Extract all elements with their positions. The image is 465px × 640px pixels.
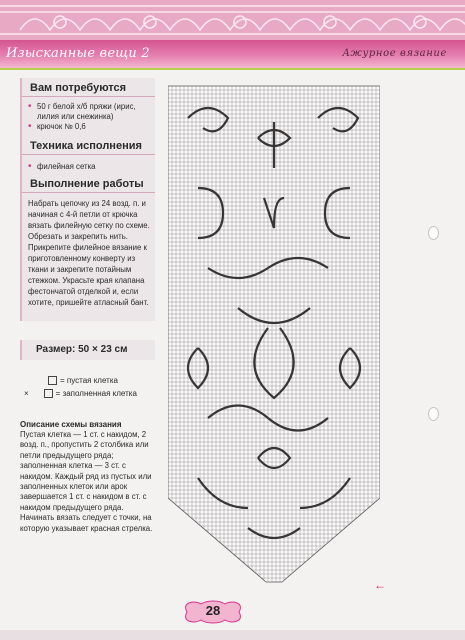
materials-list bbox=[28, 102, 152, 132]
filled-marker: × bbox=[24, 389, 29, 398]
start-arrow-icon: ← bbox=[374, 578, 386, 592]
list-item: • 50 г белой х/б пряжи (ирис, лилия или снежинка) bbox=[28, 102, 152, 122]
instructions-heading: Выполнение работы bbox=[30, 178, 144, 190]
lace-border bbox=[0, 0, 465, 40]
chart-description-heading: Описание схемы вязания bbox=[20, 420, 122, 429]
info-panel bbox=[20, 78, 155, 321]
materials-heading: Вам потребуются bbox=[30, 82, 127, 94]
instructions-text: Набрать цепочку из 24 возд. п. и начиная с 4-й петли от крючка вязать филейную сетку по схеме. Обрезать и закрепить нить. Прикрепите филейное вязание к приготовленному конверту из ткани и закрепите потайным стежком. Украсьте края клапана фестончатой отделкой и, если хотите, пришейте атласный бант. bbox=[28, 199, 150, 307]
footer-bar bbox=[0, 630, 465, 640]
section-title: Ажурное вязание bbox=[342, 48, 447, 59]
list-item: • филейная сетка bbox=[28, 162, 152, 172]
legend-empty bbox=[48, 376, 118, 385]
empty-cell-icon bbox=[48, 376, 57, 385]
filet-chart bbox=[168, 78, 380, 586]
size-label: Размер: 50 × 23 см bbox=[36, 344, 128, 355]
empty-cell-icon bbox=[44, 389, 53, 398]
list-item: • крючок № 0,6 bbox=[28, 122, 152, 132]
binder-hole bbox=[428, 407, 439, 421]
header-divider bbox=[0, 68, 465, 70]
page-number: 28 bbox=[205, 603, 221, 618]
legend-filled-text: = заполненная клетка bbox=[55, 389, 137, 398]
divider bbox=[22, 154, 155, 155]
divider bbox=[22, 192, 155, 193]
technique-list bbox=[28, 162, 152, 172]
divider bbox=[22, 96, 155, 97]
legend-filled bbox=[24, 389, 137, 398]
magazine-title: Изысканные вещи 2 bbox=[6, 46, 150, 61]
binder-hole bbox=[428, 226, 439, 240]
size-box bbox=[20, 340, 155, 360]
technique-heading: Техника исполнения bbox=[30, 140, 142, 152]
legend-empty-text: = пустая клетка bbox=[60, 376, 118, 385]
chart-description-text: Пустая клетка — 1 ст. с накидом, 2 возд. п., пропустить 2 столбика или петли предыдущего ряда; заполненная клетка — 3 ст. с накидом. Каждый ряд из пустых или заполненных клеток или арок завершается 1 ст. с накидом в ст. с накидом предыдущего ряда. Начинать вязать следует с точки, на которую указывает красная стрелка. bbox=[20, 430, 153, 533]
